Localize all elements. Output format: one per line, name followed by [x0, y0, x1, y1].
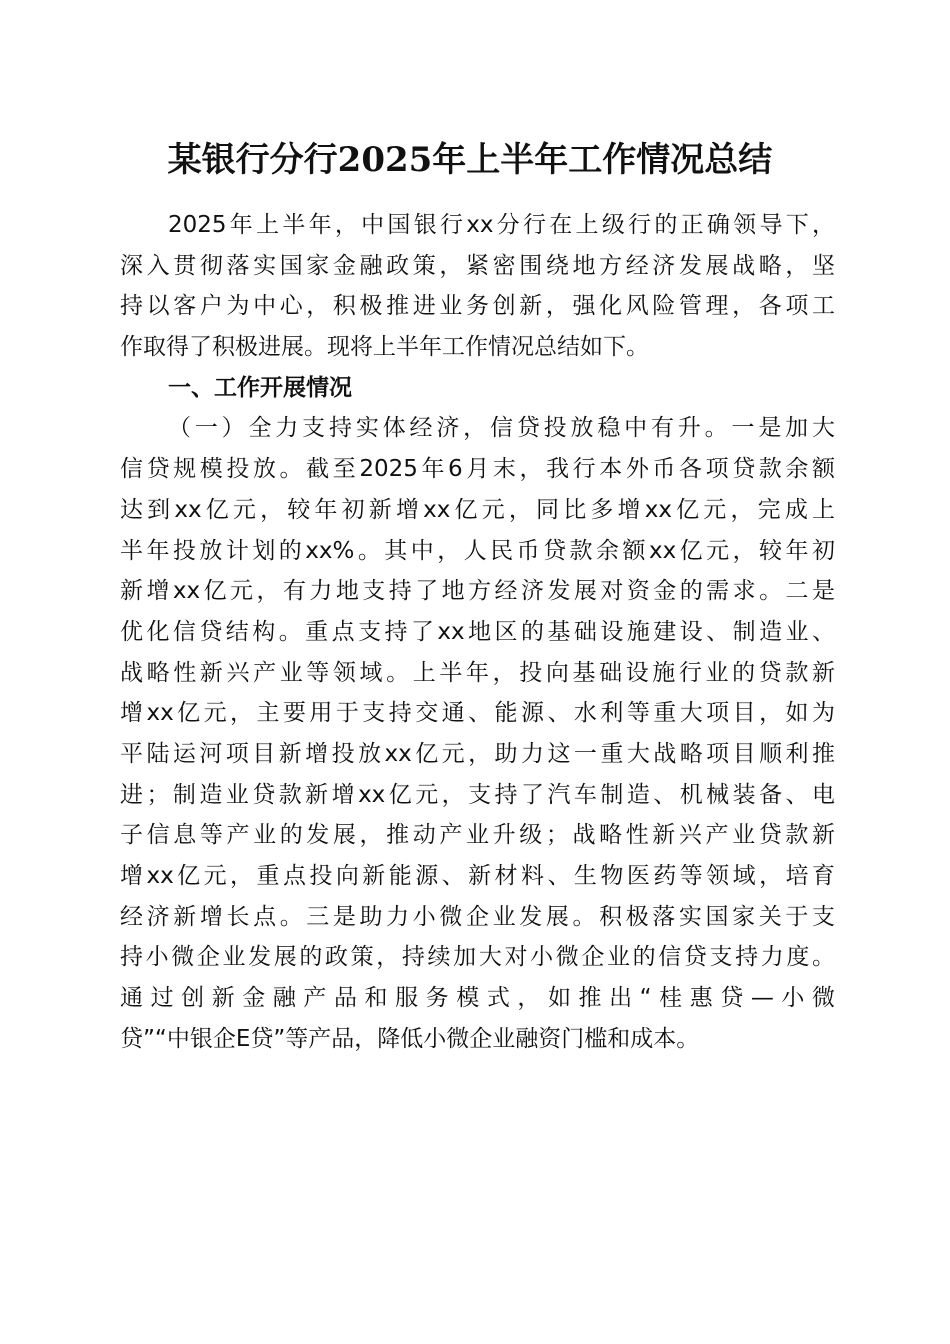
- paragraph-line: 优化信贷结构。重点支持了xx地区的基础设施建设、制造业、: [120, 618, 835, 645]
- paragraph-line: 增xx亿元，重点投向新能源、新材料、生物医药等领域，培育: [120, 863, 835, 889]
- paragraph-line: 信贷规模投放。截至2025年6月末，我行本外币各项贷款余额: [120, 456, 835, 483]
- document-body: [120, 205, 835, 1059]
- section-heading: 一、工作开展情况: [168, 374, 352, 401]
- paragraph-line: 2025年上半年，中国银行xx分行在上级行的正确领导下，: [168, 212, 835, 238]
- paragraph-line: 深入贯彻落实国家金融政策，紧密围绕地方经济发展战略，坚: [120, 252, 835, 279]
- subsection-paragraph: [120, 408, 835, 1059]
- paragraph-line: 贷”“中银企E贷”等产品，降低小微企业融资门槛和成本。: [120, 1025, 700, 1052]
- paragraph-line: （一）全力支持实体经济，信贷投放稳中有升。一是加大: [168, 415, 835, 442]
- paragraph-line: 进；制造业贷款新增xx亿元，支持了汽车制造、机械装备、电: [120, 781, 835, 808]
- paragraph-line: 作取得了积极进展。现将上半年工作情况总结如下。: [120, 334, 649, 361]
- paragraph-line: 经济新增长点。三是助力小微企业发展。积极落实国家关于支: [120, 903, 835, 930]
- paragraph-line: 增xx亿元，主要用于支持交通、能源、水利等重大项目，如为: [120, 700, 835, 727]
- paragraph-line: 战略性新兴产业等领域。上半年，投向基础设施行业的贷款新: [120, 659, 835, 686]
- paragraph-line: 持小微企业发展的政策，持续加大对小微企业的信贷支持力度。: [120, 944, 835, 971]
- paragraph-line: 达到xx亿元，较年初新增xx亿元，同比多增xx亿元，完成上: [120, 496, 835, 523]
- paragraph-line: 新增xx亿元，有力地支持了地方经济发展对资金的需求。二是: [120, 578, 835, 605]
- paragraph-line: 子信息等产业的发展，推动产业升级；战略性新兴产业贷款新: [120, 822, 835, 849]
- intro-paragraph: [120, 205, 835, 368]
- paragraph-line: 半年投放计划的xx%。其中，人民币贷款余额xx亿元，较年初: [120, 537, 835, 564]
- paragraph-line: 平陆运河项目新增投放xx亿元，助力这一重大战略项目顺利推: [120, 740, 835, 767]
- document-title: 某银行分行2025年上半年工作情况总结: [167, 140, 773, 180]
- paragraph-line: 持以客户为中心，积极推进业务创新，强化风险管理，各项工: [120, 293, 835, 320]
- paragraph-line: 通过创新金融产品和服务模式，如推出“桂惠贷—小微: [120, 985, 835, 1012]
